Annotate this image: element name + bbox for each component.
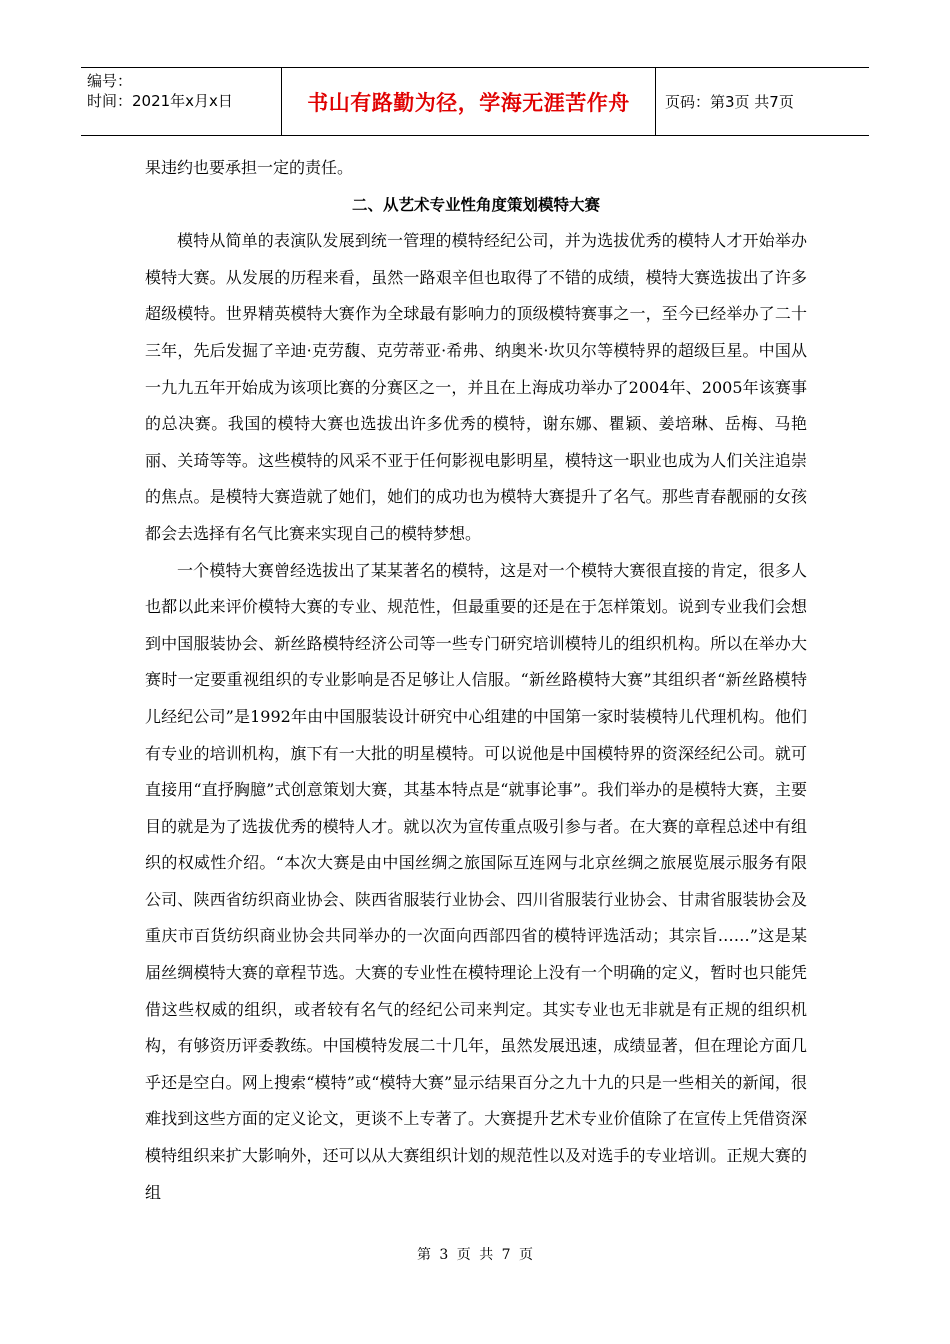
time-label: 时间：2021年x月x日: [87, 92, 233, 110]
paragraph: 一个模特大赛曾经选拔出了某某著名的模特，这是对一个模特大赛很直接的肯定，很多人也都以此来评价模特大赛的专业、规范性，但最重要的还是在于怎样策划。说到专业我们会想到中国服装协会、新丝路模特经济公司等一些专门研究培训模特儿的组织机构。所以在举办大赛时一定要重视组织的专业影响是否足够让人信服。“新丝路模特大赛”其组织者“新丝路模特儿经纪公司”是1992年由中国服装设计研究中心组建的中国第一家时装模特儿代理机构。他们有专业的培训机构，旗下有一大批的明星模特。可以说他是中国模特界的资深经纪公司。就可直接用“直抒胸臆”式创意策划大赛，其基本特点是“就事论事”。我们举办的是模特大赛，主要目的就是为了选拔优秀的模特人才。就以次为宣传重点吸引参与者。在大赛的章程总述中有组织的权威性介绍。“本次大赛是由中国丝绸之旅国际互连网与北京丝绸之旅展览展示服务有限公司、陕西省纺织商业协会、陕西省服装行业协会、四川省服装行业协会、甘肃省服装协会及重庆市百货纺织商业协会共同举办的一次面向西部四省的模特评选活动；其宗旨……”这是某届丝绸模特大赛的章程节选。大赛的专业性在模特理论上没有一个明确的定义，暂时也只能凭借这些权威的组织，或者较有名气的经纪公司来判定。其实专业也无非就是有正规的组织机构，有够资历评委教练。中国模特发展二十几年，虽然发展迅速，成绩显著，但在理论方面几乎还是空白。网上搜索“模特”或“模特大赛”显示结果百分之九十九的只是一些相关的新闻，很难找到这些方面的定义论文，更谈不上专著了。大赛提升艺术专业价值除了在宣传上凭借资深模特组织来扩大影响外，还可以从大赛组织计划的规范性以及对选手的专业培训。正规大赛的组: [145, 560, 807, 1202]
serial-label: 编号：: [87, 72, 133, 90]
paragraph: 模特从简单的表演队发展到统一管理的模特经纪公司，并为选拔优秀的模特人才开始举办模特大赛。从发展的历程来看，虽然一路艰辛但也取得了不错的成绩，模特大赛选拔出了许多超级模特。世界精英模特大赛作为全球最有影响力的顶级模特赛事之一，至今已经举办了二十三年，先后发掘了辛迪·克劳馥、克劳蒂亚·希弗、纳奥米·坎贝尔等模特界的超级巨星。中国从一九九五年开始成为该项比赛的分赛区之一，并且在上海成功举办了2004年、2005年该赛事的总决赛。我国的模特大赛也选拔出许多优秀的模特，谢东娜、瞿颖、姜培琳、岳梅、马艳丽、关琦等等。这些模特的风采不亚于任何影视电影明星，模特这一职业也成为人们关注追崇的焦点。是模特大赛造就了她们，她们的成功也为模特大赛提升了名气。那些青春靓丽的女孩都会去选择有名气比赛来实现自己的模特梦想。: [145, 231, 807, 543]
header-page-info: 页码：第3页 共7页: [665, 93, 794, 111]
page-footer: 第 3 页 共 7 页: [416, 1247, 534, 1263]
document-body: [145, 150, 807, 1211]
page-header: [81, 67, 869, 136]
section-title: 二、从艺术专业性角度策划模特大赛: [351, 195, 600, 214]
continuation-text: 果违约也要承担一定的责任。: [145, 158, 354, 177]
header-motto: 书山有路勤为径，学海无涯苦作舟: [282, 68, 656, 135]
header-meta-cell: [81, 68, 282, 135]
